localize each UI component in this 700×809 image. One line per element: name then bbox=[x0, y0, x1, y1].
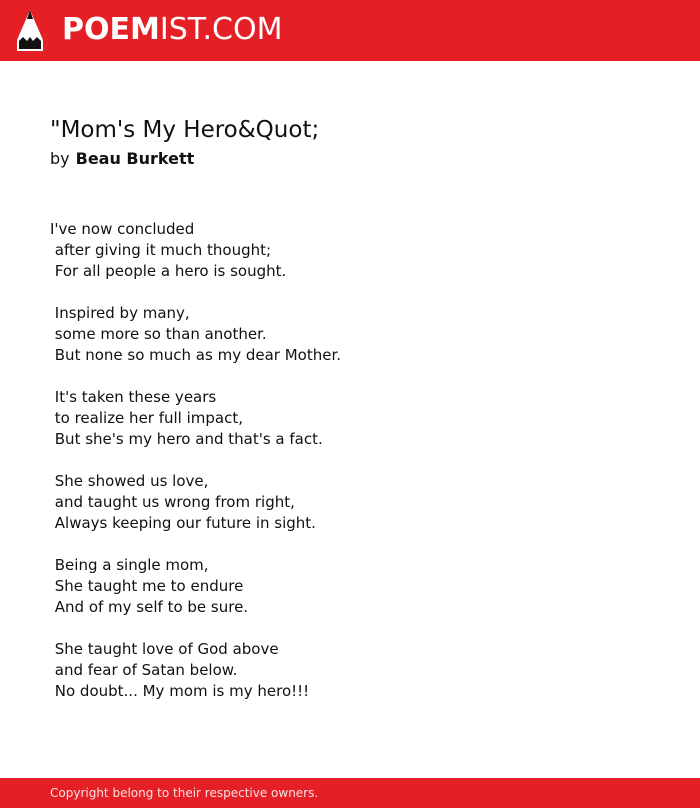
by-label: by bbox=[50, 149, 70, 168]
logo-light-text: IST.COM bbox=[159, 12, 283, 47]
poem-title: "Mom's My Hero&Quot; bbox=[50, 117, 320, 143]
poem-body: I've now concluded after giving it much thought; For all people a hero is sought. Inspired by many, some more so than another. But none so much as my dear Mother. It's taken these years to realize her full impact, But she's my hero and that's a fact. She showed us love, and taught us wrong from right, Always keeping our future in sight. Being a single mom, She taught me to endure And of my self to be sure. She taught love of God above and fear of Satan below. No doubt... My mom is my hero!!! bbox=[50, 220, 342, 700]
byline bbox=[50, 149, 194, 168]
site-logo[interactable] bbox=[62, 12, 282, 48]
pencil-tip-icon bbox=[17, 10, 43, 51]
header-bar bbox=[0, 0, 700, 61]
copyright-text: Copyright belong to their respective owners. bbox=[50, 786, 319, 800]
footer-bar bbox=[0, 778, 700, 808]
logo-bold-text: POEM bbox=[62, 12, 160, 47]
author-name: Beau Burkett bbox=[75, 149, 195, 168]
